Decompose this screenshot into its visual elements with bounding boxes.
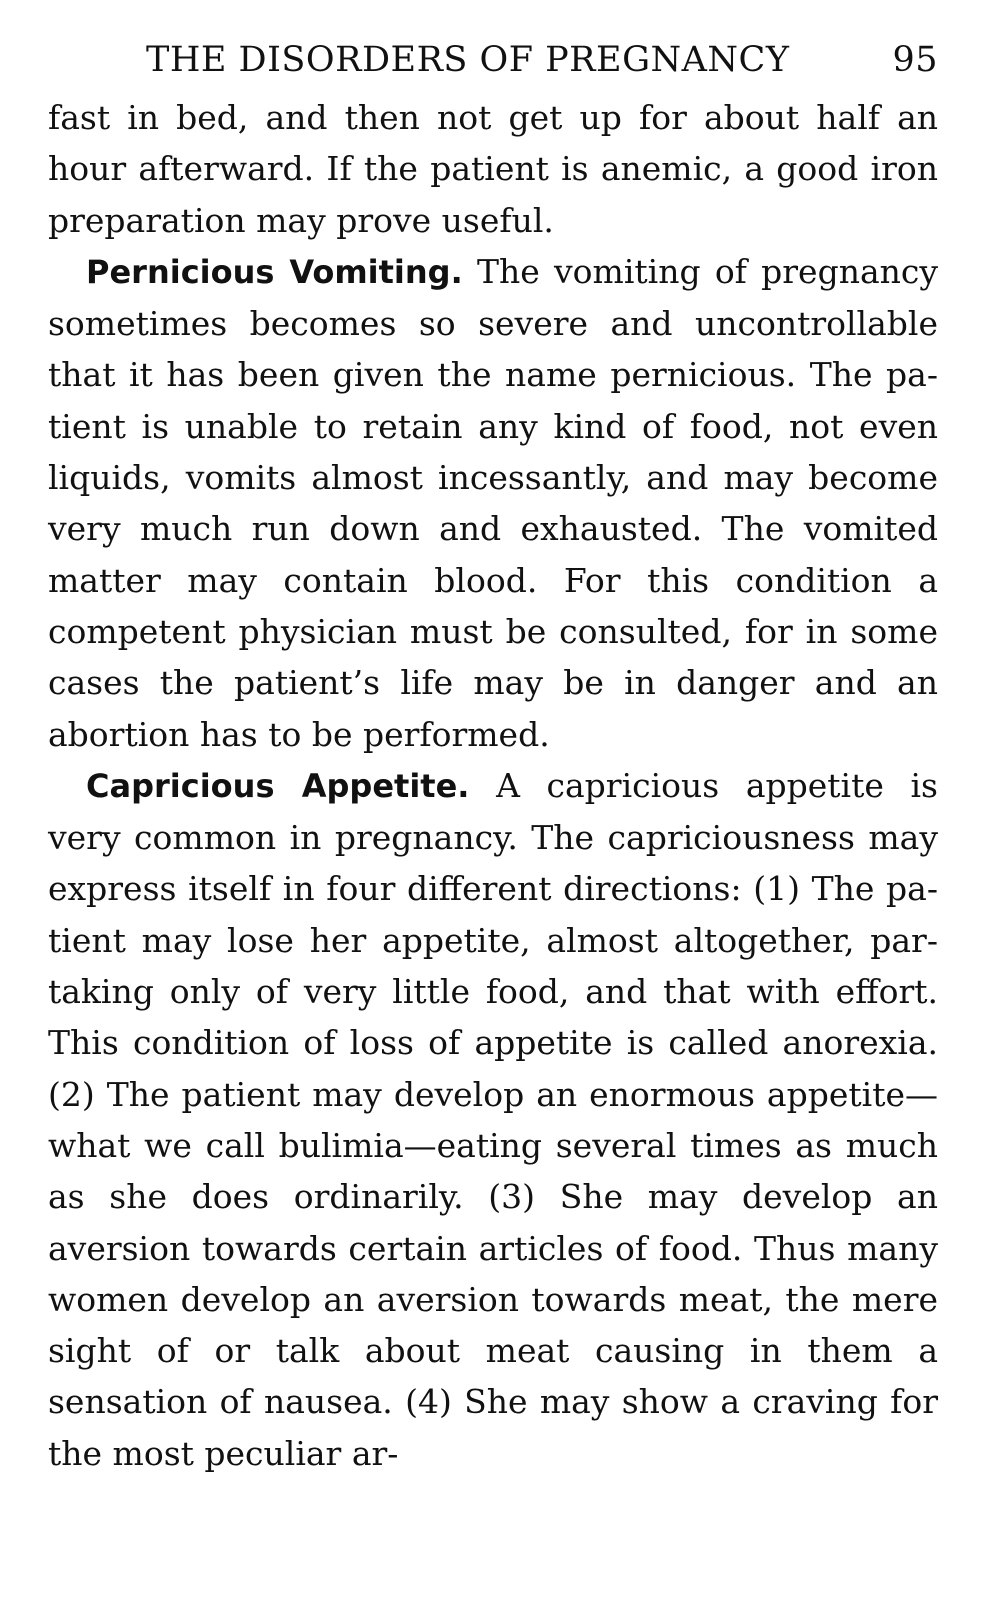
paragraph-continuation	[48, 92, 938, 246]
paragraph-text: fast in bed, and then not get up for about half an hour afterward. If the patient is anemic, a good iron preparation may prove useful.	[48, 98, 938, 240]
running-title: THE DISORDERS OF PREGNANCY	[146, 40, 790, 80]
paragraph-text: A capricious appetite is very common in pregnancy. The capriciousness may express itself in four different directions: (1) The patient may lose her appetite, almost altogether, partaking only of very little food, and that with effort. This condition of loss of appetite is called anorexia. (2) The patient may develop an enormous appetite—what we call bulimia—eating several times as much as she does ordinarily. (3) She may develop an aversion towards certain articles of food. Thus many women develop an aversion towards meat, the mere sight of or talk about meat causing in them a sensation of nausea. (4) She may show a craving for the most peculiar ar-	[48, 765, 938, 1473]
body-text	[48, 92, 938, 1479]
running-head	[48, 30, 938, 92]
paragraph-text: The vomiting of pregnancy sometimes becomes so severe and uncontrollable that it has been given the name pernicious. The patient is unable to retain any kind of food, not even liquids, vomits almost incessantly, and may become very much run down and exhausted. The vomited matter may contain blood. For this condition a competent physician must be consulted, for in some cases the patient’s life may be in danger and an abortion has to be performed.	[48, 251, 938, 754]
book-page	[48, 30, 938, 1479]
run-in-heading: Pernicious Vomiting.	[86, 252, 463, 291]
page-number: 95	[892, 40, 938, 80]
run-in-heading: Capricious Appetite.	[86, 766, 470, 805]
paragraph-capricious-appetite	[48, 760, 938, 1479]
paragraph-pernicious-vomiting	[48, 246, 938, 760]
